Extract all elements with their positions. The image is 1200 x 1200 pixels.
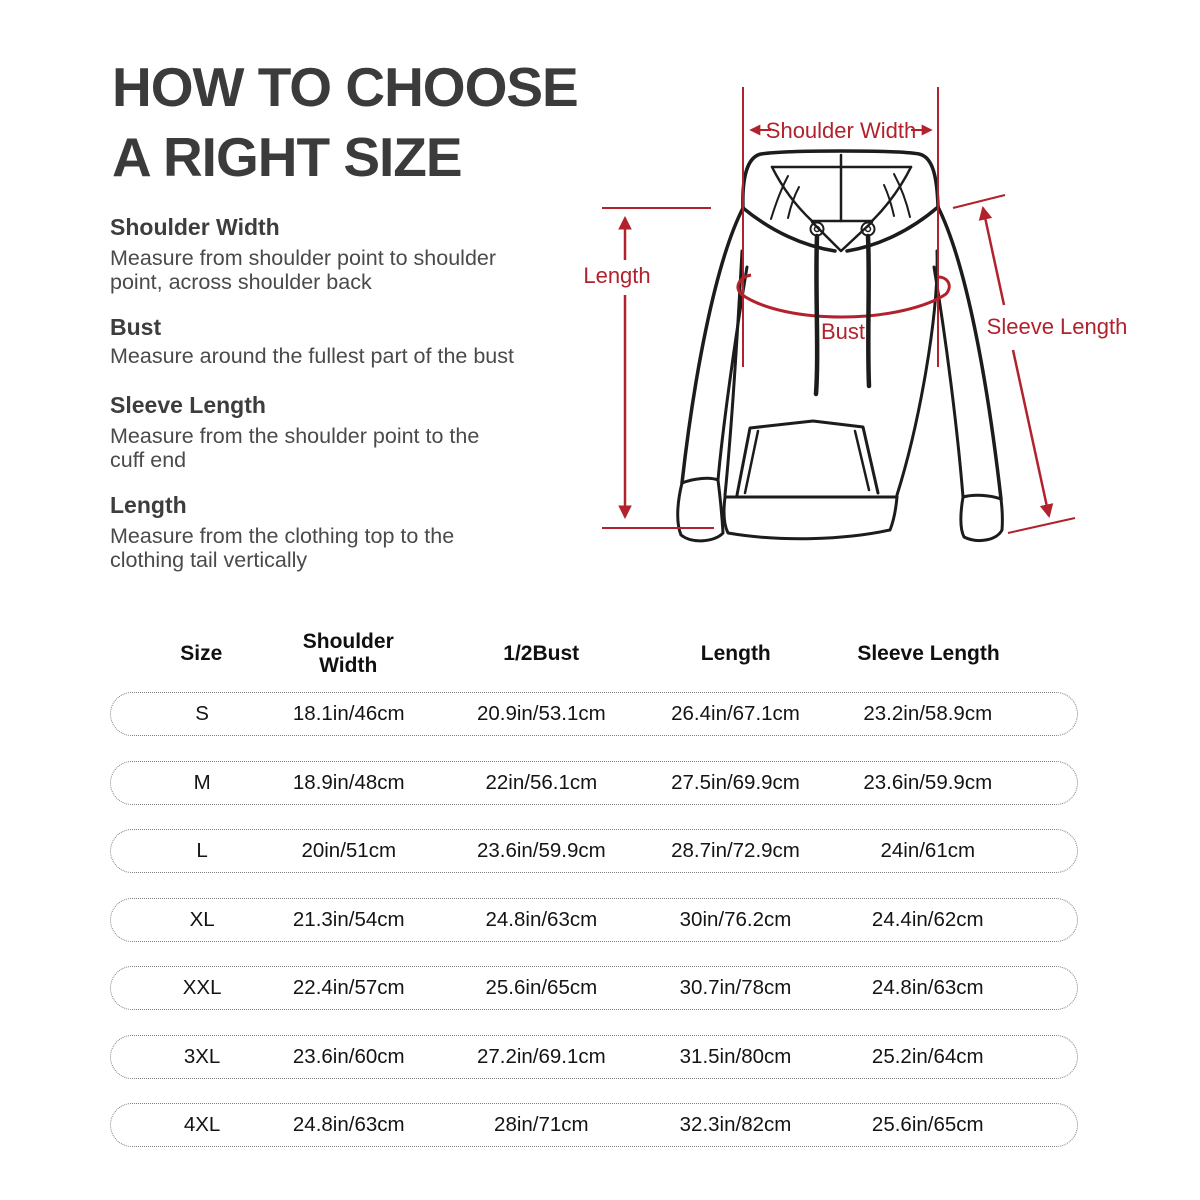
- right-cuff: [961, 497, 1003, 541]
- shoulder-width-label: Shoulder Width: [765, 118, 917, 143]
- body-seam-right: [897, 251, 937, 495]
- cell-sleeve-length: 25.2in/64cm: [871, 1045, 984, 1068]
- cell-length: 30.7in/78cm: [679, 976, 792, 999]
- page-title-line1: HOW TO CHOOSE: [112, 56, 578, 118]
- column-header-sleeve-length: Sleeve Length: [857, 642, 1000, 665]
- hem-band: [724, 497, 897, 539]
- cell-size: 3XL: [183, 1045, 221, 1068]
- definition-line: Measure from the clothing top to the: [110, 524, 455, 548]
- definition-line: clothing tail vertically: [110, 548, 308, 572]
- cell-shoulder-width: 21.3in/54cm: [292, 908, 405, 931]
- cell-half-bust: 24.8in/63cm: [485, 908, 598, 931]
- definition-line: Measure around the fullest part of the bust: [110, 344, 514, 368]
- cell-half-bust: 23.6in/59.9cm: [476, 839, 606, 862]
- cell-size: S: [195, 702, 209, 725]
- definition-term-sleeve-length: Sleeve Length: [110, 392, 266, 418]
- drawstring-left: [816, 236, 817, 394]
- sleeve-tick-top: [953, 195, 1005, 208]
- definition-term-bust: Bust: [110, 314, 162, 340]
- cell-shoulder-width: 24.8in/63cm: [292, 1113, 405, 1136]
- definition-line: cuff end: [110, 448, 187, 472]
- cell-sleeve-length: 24in/61cm: [880, 839, 976, 862]
- sleeve-tick-bottom: [1008, 518, 1075, 533]
- length-label: Length: [583, 263, 651, 288]
- column-header-size: Size: [180, 642, 223, 665]
- cell-size: M: [193, 771, 211, 794]
- cell-shoulder-width: 23.6in/60cm: [292, 1045, 405, 1068]
- bust-curve: [738, 275, 949, 317]
- cell-sleeve-length: 24.4in/62cm: [871, 908, 984, 931]
- cell-length: 28.7in/72.9cm: [671, 839, 800, 862]
- hoodie-diagram: [575, 55, 1185, 600]
- definition-term-shoulder-width: Shoulder Width: [110, 214, 280, 240]
- page-title: [112, 52, 578, 192]
- cell-length: 27.5in/69.9cm: [671, 771, 800, 794]
- size-table-header: [110, 630, 1078, 677]
- left-cuff: [678, 480, 723, 541]
- table-row-s: [110, 692, 1078, 736]
- cell-shoulder-width: 18.1in/46cm: [292, 702, 405, 725]
- table-row-xxl: [110, 966, 1078, 1010]
- column-header-shoulder-width: Shoulder Width: [302, 630, 394, 677]
- cell-shoulder-width: 20in/51cm: [301, 839, 397, 862]
- measurement-annotations: [583, 87, 1127, 533]
- page-title-line2: A RIGHT SIZE: [112, 126, 462, 188]
- definition-term-length: Length: [110, 492, 187, 518]
- eyelet-right-hole: [866, 227, 871, 232]
- definition-line: Measure from shoulder point to shoulder: [110, 246, 497, 270]
- cell-length: 30in/76.2cm: [679, 908, 792, 931]
- cell-half-bust: 28in/71cm: [494, 1113, 589, 1136]
- cell-half-bust: 20.9in/53.1cm: [476, 702, 606, 725]
- cell-sleeve-length: 23.2in/58.9cm: [863, 702, 993, 725]
- cell-length: 31.5in/80cm: [679, 1045, 792, 1068]
- cell-half-bust: 22in/56.1cm: [485, 771, 598, 794]
- table-row-3xl: [110, 1035, 1078, 1079]
- hoodie-outline: [678, 151, 1003, 541]
- table-row-l: [110, 829, 1078, 873]
- table-row-xl: [110, 898, 1078, 942]
- hood-inner-right: [872, 167, 911, 221]
- eyelet-left-hole: [815, 227, 820, 232]
- hood-crease: [884, 185, 894, 216]
- sleeve-length-label: Sleeve Length: [986, 314, 1128, 339]
- cell-length: 32.3in/82cm: [679, 1113, 792, 1136]
- hood-inner-left: [772, 167, 812, 221]
- cell-shoulder-width: 22.4in/57cm: [292, 976, 405, 999]
- sleeve-arrow-down: [1013, 350, 1049, 516]
- right-cuff-top: [963, 495, 1001, 499]
- drawstring-right: [868, 236, 869, 386]
- column-header-half-bust: 1/2Bust: [503, 642, 580, 665]
- cell-shoulder-width: 18.9in/48cm: [292, 771, 405, 794]
- definition-line: point, across shoulder back: [110, 270, 372, 294]
- sleeve-arrow-up: [983, 208, 1004, 305]
- left-cuff-top: [682, 478, 718, 483]
- cell-size: XL: [189, 908, 215, 931]
- table-row-m: [110, 761, 1078, 805]
- cell-size: 4XL: [183, 1113, 221, 1136]
- hood-crease: [894, 174, 910, 217]
- cell-length: 26.4in/67.1cm: [671, 702, 800, 725]
- cell-size: XXL: [182, 976, 222, 999]
- eyelet-left: [811, 223, 824, 236]
- definition-line: Measure from the shoulder point to the: [110, 424, 480, 448]
- column-header-length: Length: [700, 642, 771, 665]
- cell-sleeve-length: 24.8in/63cm: [871, 976, 984, 999]
- table-row-4xl: [110, 1103, 1078, 1147]
- cell-half-bust: 25.6in/65cm: [485, 976, 598, 999]
- cell-size: L: [196, 839, 208, 862]
- bust-label: Bust: [820, 319, 866, 344]
- cell-sleeve-length: 25.6in/65cm: [871, 1113, 984, 1136]
- cell-sleeve-length: 23.6in/59.9cm: [863, 771, 993, 794]
- cell-half-bust: 27.2in/69.1cm: [476, 1045, 606, 1068]
